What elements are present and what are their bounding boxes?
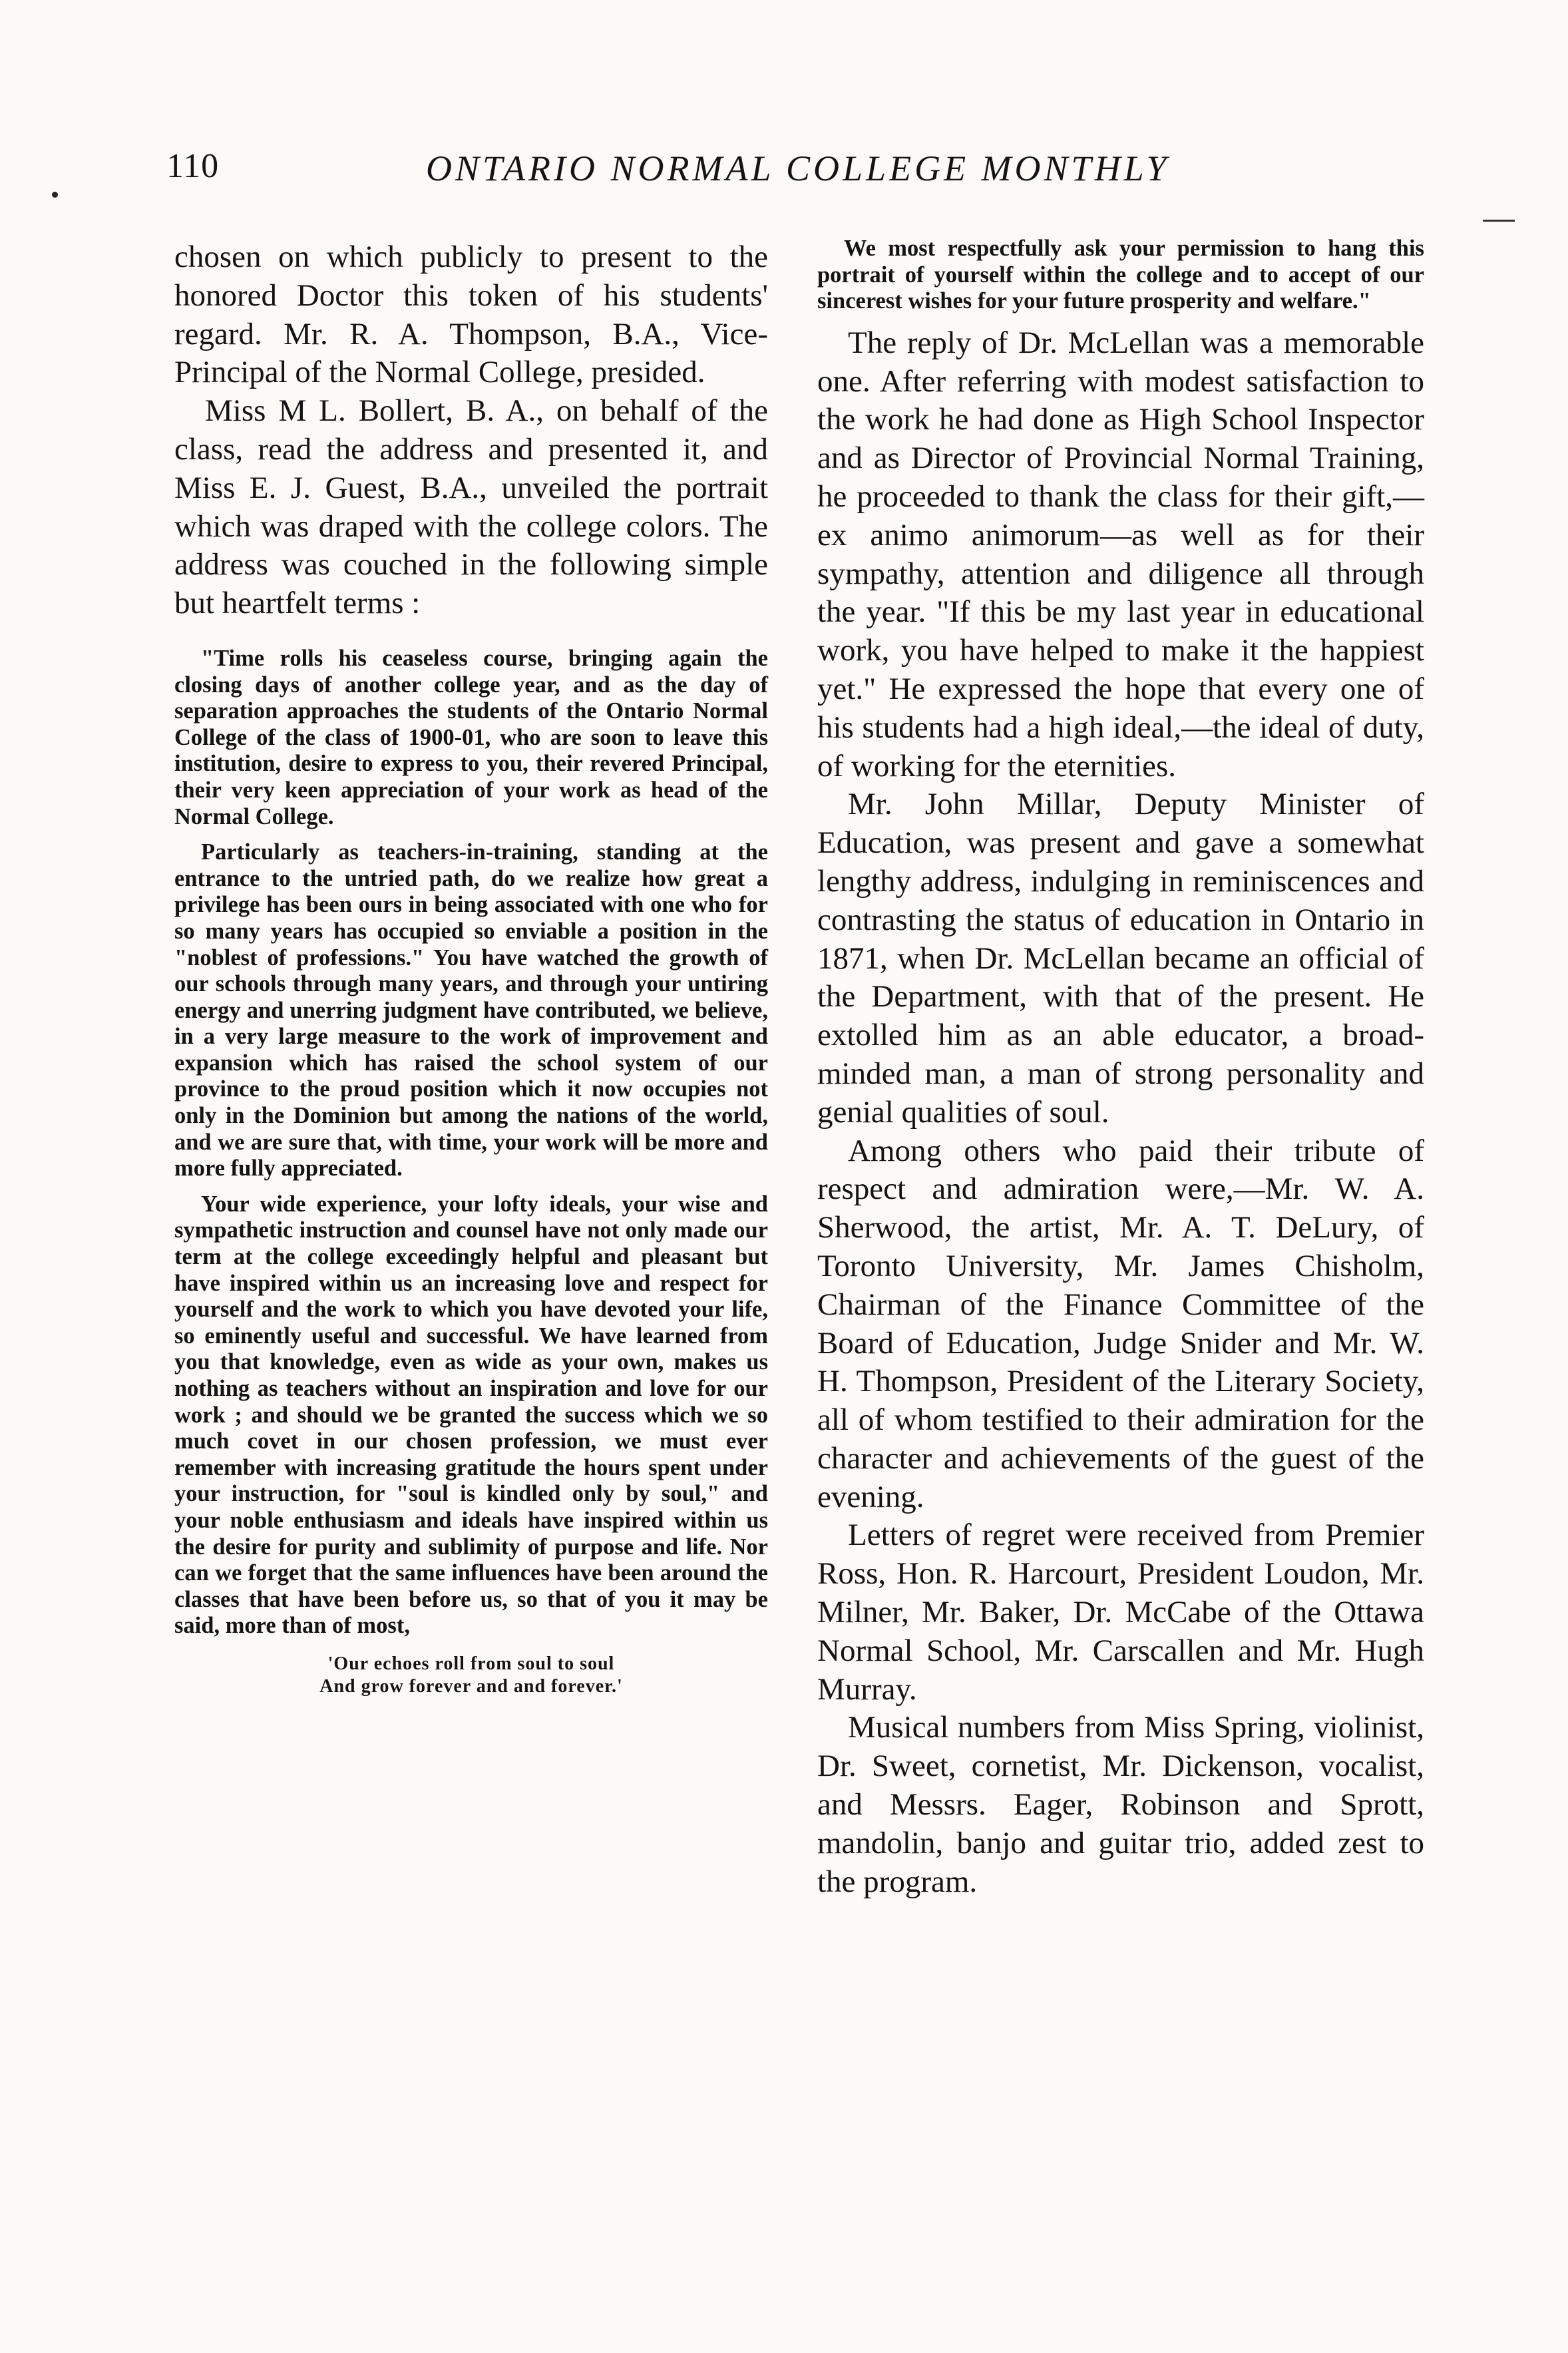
paragraph: Letters of regret were received from Premier Ross, Hon. R. Harcourt, President Loudon, Mr. Milner, Mr. Baker, Dr. McCabe of the Ottawa Normal School, Mr. Carscallen and Mr. Hugh Murray. [817,1518,1424,1707]
paragraph: chosen on which publicly to present to the honored Doctor this token of his students' regard. Mr. R. A. Thompson, B.A., Vice-Principal of the Normal College, presided. [174,240,768,390]
header-rule [1483,220,1515,222]
verse-quote [174,1653,768,1698]
right-column [817,238,1424,1901]
paragraph: Miss M L. Bollert, B. A., on behalf of the class, read the address and presented it, and Miss E. J. Guest, B.A., unveiled the portrait which was draped with the college colors. The address was couched in the following simple but heartfelt terms : [174,393,768,621]
quote-paragraph: Particularly as teachers-in-training, standing at the entrance to the untried path, do we realize how great a privilege has been ours in being associated with one who for so many years has occupied so enviable a position in the "noblest of professions." You have watched the growth of our schools through many years, and through your untiring energy and unerring judgment have contributed, we believe, in a very large measure to the work of improvement and expansion which has raised the school system of our province to the proud position which it now occupies not only in the Dominion but among the nations of the world, and we are sure that, with time, your work will be more and more fully appreciated. [174,839,768,1181]
quote-paragraph: We most respectfully ask your permission to hang this portrait of yourself within the college and to accept of our sincerest wishes for your future prosperity and welfare." [817,236,1424,314]
verse-line: 'Our echoes roll from soul to soul [327,1653,615,1674]
running-title: ONTARIO NORMAL COLLEGE MONTHLY [426,148,1170,188]
paragraph: Musical numbers from Miss Spring, violinist, Dr. Sweet, cornetist, Mr. Dickenson, vocalist, and Messrs. Eager, Robinson and Sprott, mandolin, banjo and guitar trio, added zest to the program. [817,1710,1424,1899]
quote-paragraph: "Time rolls his ceaseless course, bringing again the closing days of another college year, and as the day of separation approaches the students of the Ontario Normal College of the class of 1900-01, who are soon to leave this institution, desire to express to you, their revered Principal, their very keen appreciation of your work as head of the Normal College. [174,645,768,829]
paragraph: Among others who paid their tribute of respect and admiration were,—Mr. W. A. Sherwood, the artist, Mr. A. T. DeLury, of Toronto University, Mr. James Chisholm, Chairman of the Finance Committee of the Board of Education, Judge Snider and Mr. W. H. Thompson, President of the Literary Society, all of whom testified to their admiration for the character and achievements of the guest of the evening. [817,1133,1424,1514]
paragraph: Mr. John Millar, Deputy Minister of Education, was present and gave a somewhat lengthy address, indulging in reminiscences and contrasting the status of education in Ontario in 1871, when Dr. McLellan became an official of the Department, with that of the present. He extolled him as an able educator, a broad-minded man, a man of strong personality and genial qualities of soul. [817,787,1424,1130]
page-number: 110 [166,147,220,185]
left-column [174,238,768,1698]
paragraph: The reply of Dr. McLellan was a memorable one. After referring with modest satisfaction to the work he had done as High School Inspector and as Director of Provincial Normal Training, he proceeded to thank the class for their gift,—ex animo animorum—as well as for their sympathy, attention and diligence all through the year. "If this be my last year in educational work, you have helped to make it the happiest yet." He expressed the hope that every one of his students had a high ideal,—the ideal of duty, of working for the eternities. [817,325,1424,783]
verse-line: And grow forever and and forever.' [319,1675,623,1697]
margin-mark [52,192,58,198]
address-quote [174,646,768,1698]
quote-paragraph: Your wide experience, your lofty ideals, your wise and sympathetic instruction and counsel have not only made our term at the college exceedingly helpful and pleasant but have inspired within us an increasing love and respect for yourself and the work to which you have devoted your life, so eminently useful and successful. We have learned from you that knowledge, even as wide as your own, makes us nothing as teachers without an inspiration and love for our work ; and should we be granted the success which we so much covet in our chosen profession, we must ever remember with increasing gratitude the hours spent under your instruction, for "soul is kindled only by soul," and your noble enthusiasm and ideals have inspired within us the desire for purity and sublimity of purpose and life. Nor can we forget that the same influences have been around the classes that have been before us, so that of you it may be said, more than of most, [174,1191,768,1639]
page-header [166,146,1458,200]
